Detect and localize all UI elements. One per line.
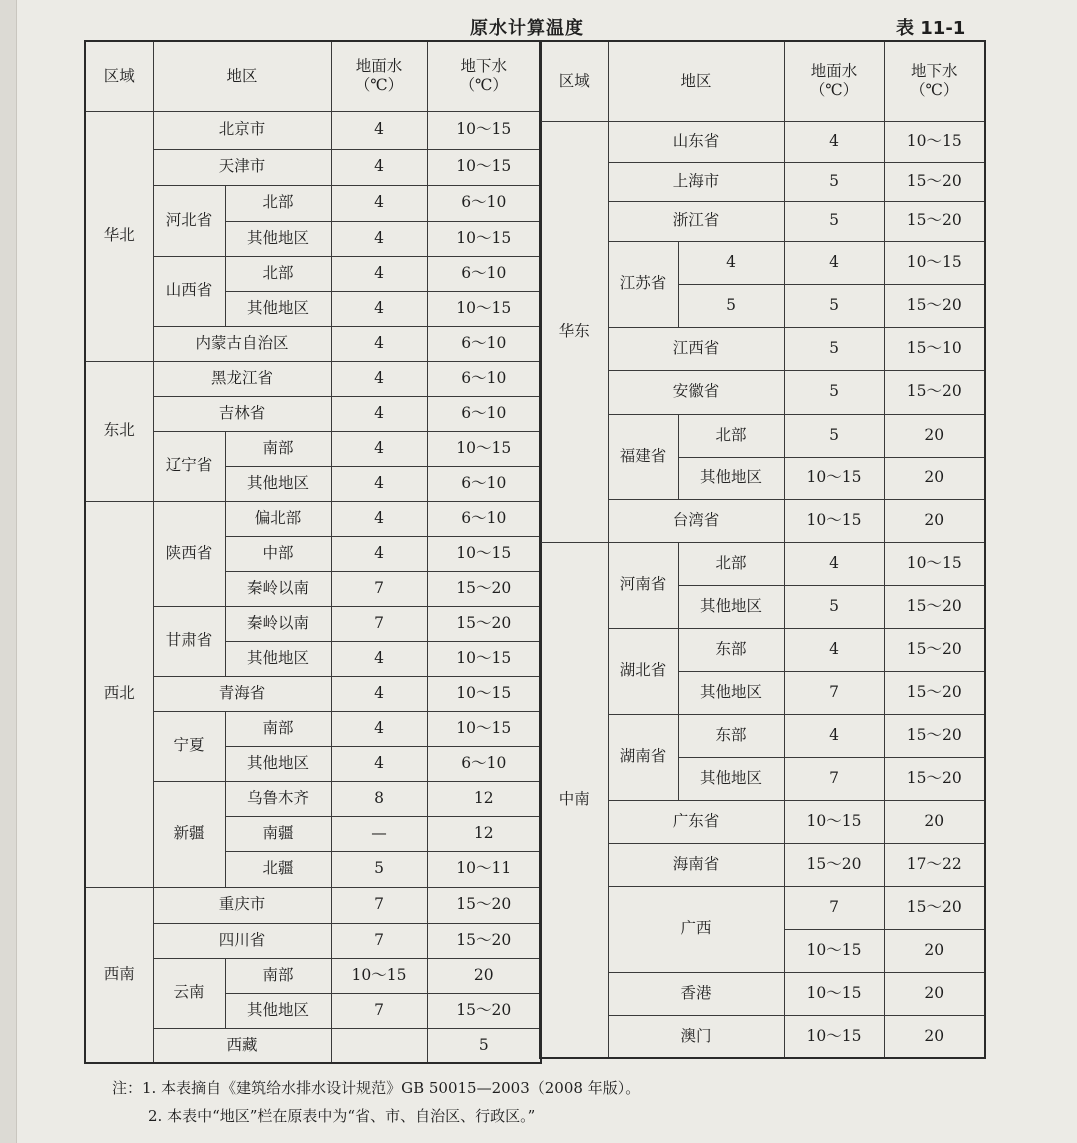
surface-temp-cell: 10～15 bbox=[784, 800, 884, 843]
area-cell: 江西省 bbox=[608, 327, 784, 370]
ground-temp-cell: 6～10 bbox=[427, 326, 541, 361]
ground-temp-cell: 6～10 bbox=[427, 466, 541, 501]
table-row bbox=[85, 781, 541, 816]
surface-temp-cell: 5 bbox=[331, 851, 427, 887]
surface-temp-cell: 4 bbox=[784, 628, 884, 671]
surface-temp-cell: 10～15 bbox=[784, 929, 884, 972]
ground-temp-cell: 10～15 bbox=[427, 221, 541, 256]
subarea-cell: 其他地区 bbox=[678, 671, 784, 714]
surface-temp-cell: 4 bbox=[331, 149, 427, 185]
table-row bbox=[85, 887, 541, 923]
note-1: 注：1. 本表摘自《建筑给水排水设计规范》GB 50015—2003（2008 年版）。 bbox=[112, 1079, 641, 1097]
area-cell: 河南省 bbox=[608, 542, 678, 628]
subarea-cell: 秦岭以南 bbox=[225, 606, 331, 641]
surface-temp-cell: 4 bbox=[784, 121, 884, 162]
ground-temp-cell: 5 bbox=[427, 1028, 541, 1063]
subarea-cell: 北疆 bbox=[225, 851, 331, 887]
subarea-cell: 其他地区 bbox=[678, 457, 784, 499]
ground-temp-cell: 17～22 bbox=[884, 843, 985, 886]
surface-temp-cell: 4 bbox=[331, 466, 427, 501]
subarea-cell: 北部 bbox=[225, 185, 331, 221]
right-table bbox=[539, 40, 986, 1059]
subarea-cell: 4 bbox=[678, 241, 784, 284]
table-row bbox=[85, 711, 541, 746]
ground-temp-cell: 15～20 bbox=[427, 993, 541, 1028]
area-cell: 山东省 bbox=[608, 121, 784, 162]
ground-temp-cell: 15～20 bbox=[884, 757, 985, 800]
ground-temp-cell: 12 bbox=[427, 781, 541, 816]
ground-temp-cell: 6～10 bbox=[427, 256, 541, 291]
subarea-cell: 南部 bbox=[225, 711, 331, 746]
region-cell: 西北 bbox=[85, 501, 153, 887]
subarea-cell: 其他地区 bbox=[678, 585, 784, 628]
surface-temp-cell: 7 bbox=[784, 886, 884, 929]
surface-temp-cell: 7 bbox=[784, 757, 884, 800]
ground-temp-cell: 10～15 bbox=[884, 542, 985, 585]
ground-temp-cell: 15～20 bbox=[884, 162, 985, 201]
ground-temp-cell: 10～15 bbox=[427, 291, 541, 326]
subarea-cell: 北部 bbox=[225, 256, 331, 291]
ground-temp-cell: 15～20 bbox=[427, 571, 541, 606]
page-edge bbox=[0, 0, 17, 1143]
table-row bbox=[85, 361, 541, 396]
surface-temp-cell: 5 bbox=[784, 201, 884, 241]
area-cell: 云南 bbox=[153, 958, 225, 1028]
surface-temp-cell: 4 bbox=[331, 676, 427, 711]
surface-temp-cell: 5 bbox=[784, 414, 884, 457]
ground-temp-cell: 15～20 bbox=[884, 585, 985, 628]
ground-temp-cell: 20 bbox=[884, 800, 985, 843]
header-row bbox=[540, 41, 985, 121]
surface-temp-cell: 4 bbox=[331, 291, 427, 326]
ground-temp-cell: 20 bbox=[884, 414, 985, 457]
subarea-cell: 东部 bbox=[678, 628, 784, 671]
table-number: 表 11-1 bbox=[896, 18, 966, 39]
ground-temp-cell: 6～10 bbox=[427, 746, 541, 781]
surface-temp-cell: 10～15 bbox=[331, 958, 427, 993]
ground-temp-cell: 15～20 bbox=[884, 671, 985, 714]
surface-temp-cell: 5 bbox=[784, 162, 884, 201]
surface-temp-cell: 15～20 bbox=[784, 843, 884, 886]
area-cell: 陕西省 bbox=[153, 501, 225, 606]
ground-temp-cell: 15～20 bbox=[884, 370, 985, 414]
subarea-cell: 其他地区 bbox=[225, 291, 331, 326]
area-cell: 澳门 bbox=[608, 1015, 784, 1058]
subarea-cell: 偏北部 bbox=[225, 501, 331, 536]
surface-temp-cell: 10～15 bbox=[784, 1015, 884, 1058]
ground-temp-cell: 10～15 bbox=[427, 711, 541, 746]
area-cell: 海南省 bbox=[608, 843, 784, 886]
table-row bbox=[85, 958, 541, 993]
area-cell: 湖南省 bbox=[608, 714, 678, 800]
table-title: 原水计算温度 bbox=[470, 18, 584, 39]
ground-temp-cell: 10～11 bbox=[427, 851, 541, 887]
subarea-cell: 秦岭以南 bbox=[225, 571, 331, 606]
ground-temp-cell: 10～15 bbox=[427, 536, 541, 571]
area-cell: 福建省 bbox=[608, 414, 678, 499]
table-row bbox=[85, 326, 541, 361]
surface-temp-cell: 4 bbox=[331, 641, 427, 676]
surface-temp-cell: 4 bbox=[331, 256, 427, 291]
subarea-cell: 其他地区 bbox=[225, 993, 331, 1028]
surface-temp-cell: 5 bbox=[784, 327, 884, 370]
subarea-cell: 东部 bbox=[678, 714, 784, 757]
ground-temp-cell: 15～20 bbox=[427, 606, 541, 641]
ground-temp-cell: 20 bbox=[884, 1015, 985, 1058]
area-cell: 河北省 bbox=[153, 185, 225, 256]
subarea-cell: 其他地区 bbox=[225, 641, 331, 676]
ground-temp-cell: 20 bbox=[884, 457, 985, 499]
area-cell: 甘肃省 bbox=[153, 606, 225, 676]
surface-temp-cell bbox=[331, 1028, 427, 1063]
subarea-cell: 5 bbox=[678, 284, 784, 327]
ground-temp-cell: 20 bbox=[427, 958, 541, 993]
area-cell: 四川省 bbox=[153, 923, 331, 958]
ground-temp-cell: 15～20 bbox=[884, 628, 985, 671]
ground-temp-cell: 10～15 bbox=[884, 121, 985, 162]
header-region: 区域 bbox=[540, 41, 608, 121]
surface-temp-cell: 4 bbox=[331, 396, 427, 431]
area-cell: 新疆 bbox=[153, 781, 225, 887]
surface-temp-cell: 8 bbox=[331, 781, 427, 816]
table-notes bbox=[112, 1074, 640, 1130]
surface-temp-cell: 5 bbox=[784, 370, 884, 414]
area-cell: 黑龙江省 bbox=[153, 361, 331, 396]
surface-temp-cell: 7 bbox=[331, 571, 427, 606]
surface-temp-cell: 4 bbox=[331, 361, 427, 396]
area-cell: 吉林省 bbox=[153, 396, 331, 431]
subarea-cell: 中部 bbox=[225, 536, 331, 571]
region-cell: 中南 bbox=[540, 542, 608, 1058]
ground-temp-cell: 20 bbox=[884, 972, 985, 1015]
ground-temp-cell: 10～15 bbox=[427, 641, 541, 676]
ground-temp-cell: 15～20 bbox=[884, 201, 985, 241]
ground-temp-cell: 6～10 bbox=[427, 361, 541, 396]
table-row bbox=[85, 676, 541, 711]
area-cell: 辽宁省 bbox=[153, 431, 225, 501]
area-cell: 西藏 bbox=[153, 1028, 331, 1063]
area-cell: 湖北省 bbox=[608, 628, 678, 714]
ground-temp-cell: 15～20 bbox=[884, 284, 985, 327]
header-ground-water: 地下水 （℃） bbox=[884, 41, 985, 121]
header-region: 区域 bbox=[85, 41, 153, 111]
table-row bbox=[85, 396, 541, 431]
header-surface-water: 地面水 （℃） bbox=[331, 41, 427, 111]
region-cell: 东北 bbox=[85, 361, 153, 501]
note-2: 2. 本表中“地区”栏在原表中为“省、市、自治区、行政区。” bbox=[148, 1107, 536, 1125]
ground-temp-cell: 10～15 bbox=[427, 431, 541, 466]
surface-temp-cell: 4 bbox=[784, 241, 884, 284]
subarea-cell: 其他地区 bbox=[225, 466, 331, 501]
surface-temp-cell: 7 bbox=[331, 887, 427, 923]
ground-temp-cell: 6～10 bbox=[427, 185, 541, 221]
ground-temp-cell: 15～20 bbox=[884, 714, 985, 757]
surface-temp-cell: 4 bbox=[331, 185, 427, 221]
ground-temp-cell: 15～20 bbox=[884, 886, 985, 929]
area-cell: 浙江省 bbox=[608, 201, 784, 241]
ground-temp-cell: 12 bbox=[427, 816, 541, 851]
table-row bbox=[85, 606, 541, 641]
area-cell: 重庆市 bbox=[153, 887, 331, 923]
surface-temp-cell: 7 bbox=[784, 671, 884, 714]
ground-temp-cell: 10～15 bbox=[427, 149, 541, 185]
subarea-cell: 南疆 bbox=[225, 816, 331, 851]
surface-temp-cell: 4 bbox=[331, 326, 427, 361]
region-cell: 西南 bbox=[85, 887, 153, 1063]
surface-temp-cell: 4 bbox=[331, 711, 427, 746]
area-cell: 天津市 bbox=[153, 149, 331, 185]
ground-temp-cell: 20 bbox=[884, 929, 985, 972]
area-cell: 台湾省 bbox=[608, 499, 784, 542]
area-cell: 江苏省 bbox=[608, 241, 678, 327]
subarea-cell: 其他地区 bbox=[678, 757, 784, 800]
table-row bbox=[85, 185, 541, 221]
surface-temp-cell: 7 bbox=[331, 606, 427, 641]
region-cell: 华北 bbox=[85, 111, 153, 361]
subarea-cell: 北部 bbox=[678, 414, 784, 457]
ground-temp-cell: 15～10 bbox=[884, 327, 985, 370]
ground-temp-cell: 6～10 bbox=[427, 396, 541, 431]
table-row bbox=[540, 121, 985, 162]
ground-temp-cell: 10～15 bbox=[884, 241, 985, 284]
surface-temp-cell: 7 bbox=[331, 923, 427, 958]
table-row bbox=[85, 149, 541, 185]
header-surface-water: 地面水 （℃） bbox=[784, 41, 884, 121]
area-cell: 上海市 bbox=[608, 162, 784, 201]
ground-temp-cell: 10～15 bbox=[427, 676, 541, 711]
header-area: 地区 bbox=[153, 41, 331, 111]
ground-temp-cell: 15～20 bbox=[427, 923, 541, 958]
ground-temp-cell: 15～20 bbox=[427, 887, 541, 923]
subarea-cell: 其他地区 bbox=[225, 746, 331, 781]
surface-temp-cell: 4 bbox=[784, 542, 884, 585]
header-ground-water: 地下水 （℃） bbox=[427, 41, 541, 111]
area-cell: 青海省 bbox=[153, 676, 331, 711]
subarea-cell: 南部 bbox=[225, 431, 331, 466]
surface-temp-cell: 4 bbox=[784, 714, 884, 757]
table-row bbox=[85, 431, 541, 466]
surface-temp-cell: 5 bbox=[784, 585, 884, 628]
table-row bbox=[85, 1028, 541, 1063]
table-row bbox=[85, 256, 541, 291]
region-cell: 华东 bbox=[540, 121, 608, 542]
surface-temp-cell: 4 bbox=[331, 431, 427, 466]
area-cell: 安徽省 bbox=[608, 370, 784, 414]
subarea-cell: 南部 bbox=[225, 958, 331, 993]
table-row bbox=[85, 111, 541, 149]
surface-temp-cell: 10～15 bbox=[784, 457, 884, 499]
table-row bbox=[85, 923, 541, 958]
table-row bbox=[540, 542, 985, 585]
surface-temp-cell: 4 bbox=[331, 746, 427, 781]
table-row bbox=[85, 501, 541, 536]
surface-temp-cell: 10～15 bbox=[784, 972, 884, 1015]
area-cell: 北京市 bbox=[153, 111, 331, 149]
area-cell: 山西省 bbox=[153, 256, 225, 326]
header-row bbox=[85, 41, 541, 111]
subarea-cell: 乌鲁木齐 bbox=[225, 781, 331, 816]
area-cell: 内蒙古自治区 bbox=[153, 326, 331, 361]
area-cell: 广东省 bbox=[608, 800, 784, 843]
ground-temp-cell: 6～10 bbox=[427, 501, 541, 536]
subarea-cell: 北部 bbox=[678, 542, 784, 585]
ground-temp-cell: 10～15 bbox=[427, 111, 541, 149]
area-cell: 香港 bbox=[608, 972, 784, 1015]
surface-temp-cell: 4 bbox=[331, 111, 427, 149]
surface-temp-cell: 4 bbox=[331, 221, 427, 256]
ground-temp-cell: 20 bbox=[884, 499, 985, 542]
surface-temp-cell: — bbox=[331, 816, 427, 851]
surface-temp-cell: 4 bbox=[331, 501, 427, 536]
area-cell: 宁夏 bbox=[153, 711, 225, 781]
surface-temp-cell: 4 bbox=[331, 536, 427, 571]
area-cell: 广西 bbox=[608, 886, 784, 972]
subarea-cell: 其他地区 bbox=[225, 221, 331, 256]
header-area: 地区 bbox=[608, 41, 784, 121]
surface-temp-cell: 10～15 bbox=[784, 499, 884, 542]
surface-temp-cell: 7 bbox=[331, 993, 427, 1028]
left-table bbox=[84, 40, 542, 1064]
surface-temp-cell: 5 bbox=[784, 284, 884, 327]
